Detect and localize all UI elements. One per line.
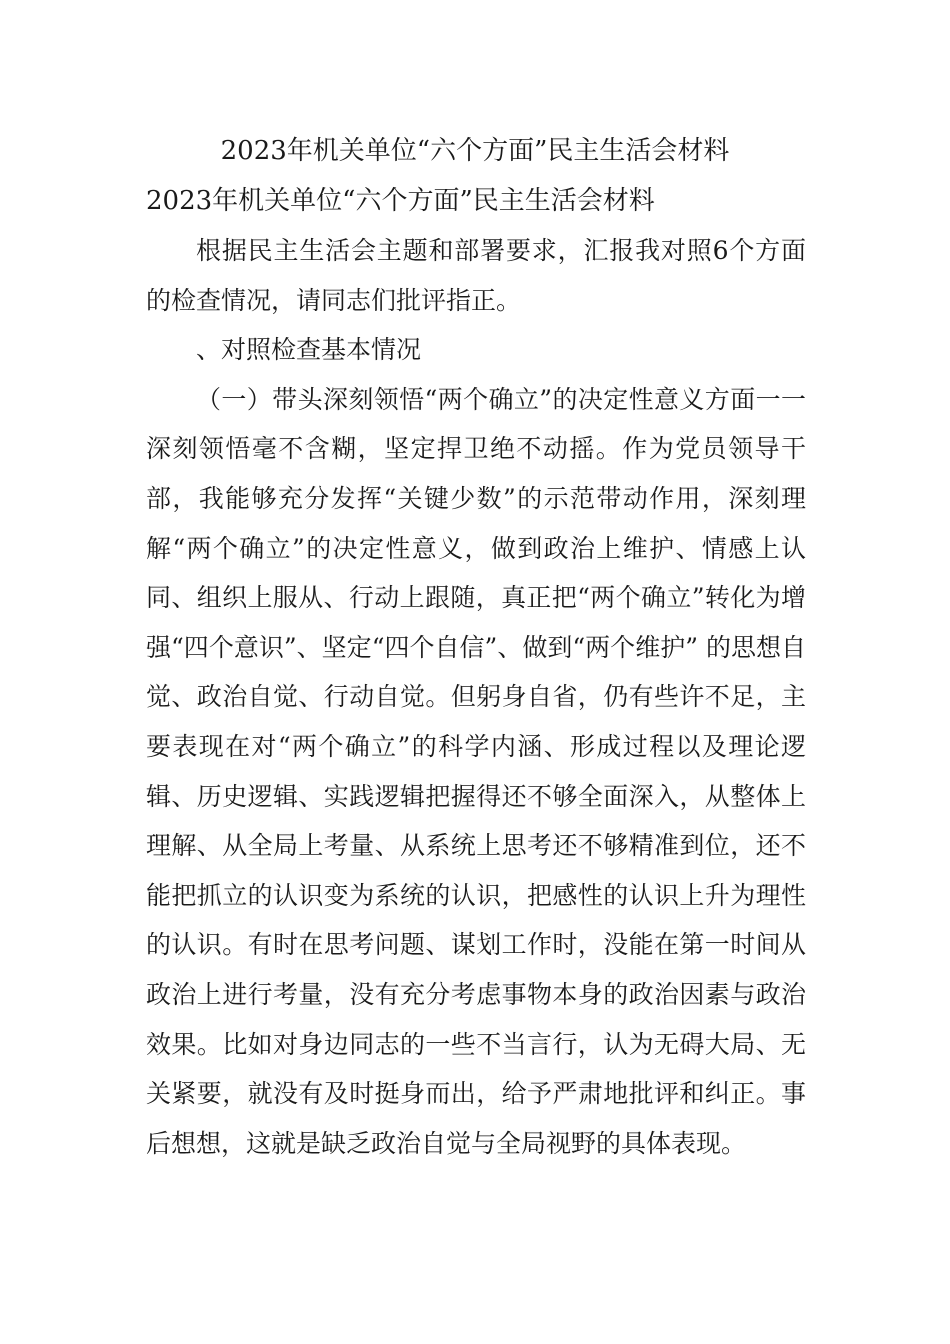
- document-title: 2023年机关单位“六个方面”民主生活会材料: [220, 136, 730, 166]
- intro-paragraph: 根据民主生活会主题和部署要求，汇报我对照6个方面的检查情况，请同志们批评指正。: [146, 236, 806, 315]
- section-heading: 、对照检查基本情况: [196, 335, 422, 365]
- document-body: [146, 226, 806, 1168]
- document-subtitle: 2023年机关单位“六个方面”民主生活会材料: [146, 186, 655, 216]
- section-one-paragraph: （一）带头深刻领悟“两个确立”的决定性意义方面一一深刻领悟毫不含糊，坚定捍卫绝不动摇。作为党员领导干部，我能够充分发挥“关键少数”的示范带动作用，深刻理解“两个确立”的决定性意义，做到政治上维护、情感上认同、组织上服从、行动上跟随，真正把“两个确立”转化为增强“四个意识”、坚定“四个自信”、做到“两个维护” 的思想自觉、政治自觉、行动自觉。但躬身自省，仍有些许不足，主要表现在对“两个确立”的科学内涵、形成过程以及理论逻辑、历史逻辑、实践逻辑把握得还不够全面深入，从整体上理解、从全局上考量、从系统上思考还不够精准到位，还不能把抓立的认识变为系统的认识，把感性的认识上升为理性的认识。有时在思考问题、谋划工作时，没能在第一时间从政治上进行考量，没有充分考虑事物本身的政治因素与政治效果。比如对身边同志的一些不当言行，认为无碍大局、无关紧要，就没有及时挺身而出，给予严肃地批评和纠正。事后想想，这就是缺乏政治自觉与全局视野的具体表现。: [146, 384, 806, 1158]
